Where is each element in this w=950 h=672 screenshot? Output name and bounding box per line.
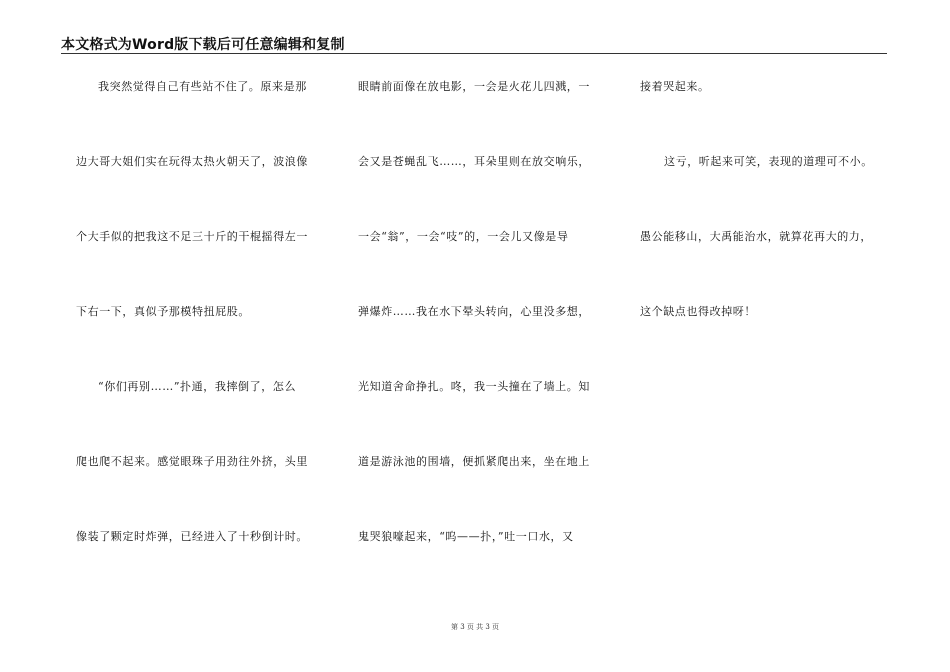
text-line: 个大手似的把我这不足三十斤的干棍摇得左一 [76,230,308,243]
text-line: 会又是苍蝇乱飞……，耳朵里则在放交响乐， [358,155,590,168]
text-line: 光知道舍命挣扎。咚，我一头撞在了墙上。知 [358,380,590,393]
text-column-3 [640,80,902,380]
text-line: 弹爆炸……我在水下晕头转向，心里没多想， [358,305,590,318]
text-column-2 [358,80,620,605]
page-number: 第 3 页 共 3 页 [450,623,500,631]
text-line: 边大哥大姐们实在玩得太热火朝天了，波浪像 [76,155,308,168]
text-line: 道是游泳池的围墙，便抓紧爬出来，坐在地上 [358,455,590,468]
text-line: 这个缺点也得改掉呀！ [640,305,756,318]
text-line: 接着哭起来。 [640,80,710,93]
text-line: 愚公能移山，大禹能治水，就算花再大的力， [640,230,872,243]
document-header-title: 本文格式为Word版下载后可任意编辑和复制 [61,37,345,53]
header-divider [61,53,887,54]
text-line: 一会“翁”，一会“吱”的，一会儿又像是导 [358,230,569,243]
text-line: 爬也爬不起来。感觉眼珠子用劲往外挤，头里 [76,455,308,468]
text-line: 下右一下，真似予那模特扭屁股。 [76,305,250,318]
text-line: “你们再别……”扑通，我摔倒了，怎么 [98,380,297,393]
text-line: 像装了颗定时炸弹，已经进入了十秒倒计时。 [76,530,308,543]
text-column-1 [76,80,338,605]
text-line: 这亏，听起来可笑，表现的道理可不小。 [664,155,873,168]
text-line: 鬼哭狼嚎起来，“呜——扑，”吐一口水，又 [358,530,574,543]
text-line: 我突然觉得自己有些站不住了。原来是那 [98,80,307,93]
text-line: 眼睛前面像在放电影，一会是火花儿四溅，一 [358,80,590,93]
